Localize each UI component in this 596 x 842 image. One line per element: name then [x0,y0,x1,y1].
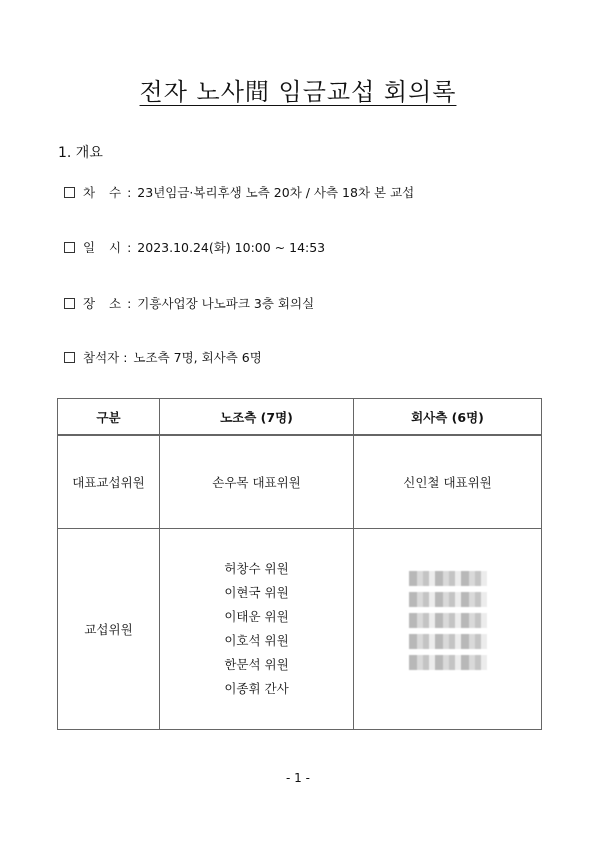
member: 이호석 위원 [224,633,289,648]
item-datetime: 일 시 : 2023.10.24(화) 10:00 ~ 14:53 [64,238,325,256]
item-value: 노조측 7명, 회사측 6명 [133,350,262,365]
member: 허창수 위원 [224,561,289,576]
blurred-name [409,592,487,607]
checkbox-icon [64,242,75,253]
item-key: 장 소 [83,296,124,311]
item-location: 장 소 : 기흥사업장 나노파크 3층 회의실 [64,294,314,312]
blurred-name [409,655,487,670]
header-union: 노조측 (7명) [160,399,354,436]
row-label: 대표교섭위원 [58,435,160,529]
row-label: 교섭위원 [58,529,160,730]
page-number: - 1 - [286,771,310,785]
blurred-name [409,634,487,649]
item-key: 참석자 [83,350,120,365]
union-rep: 손우목 대표위원 [160,435,354,529]
blurred-name [409,571,487,586]
company-rep: 신인철 대표위원 [354,435,542,529]
member: 이현국 위원 [224,585,289,600]
member: 이종휘 간사 [224,681,289,696]
section-heading: 1. 개요 [58,145,103,161]
company-members-blurred [354,529,542,730]
header-category: 구분 [58,399,160,436]
checkbox-icon [64,298,75,309]
member: 한문석 위원 [224,657,289,672]
item-value: 2023.10.24(화) 10:00 ~ 14:53 [137,240,326,255]
union-members [160,529,354,730]
checkbox-icon [64,352,75,363]
item-value: 23년임금·복리후생 노측 20차 / 사측 18차 본 교섭 [137,185,415,200]
item-attendees: 참석자 : 노조측 7명, 회사측 6명 [64,348,262,366]
member: 이태운 위원 [224,609,289,624]
item-value: 기흥사업장 나노파크 3층 회의실 [137,296,315,311]
blurred-name [409,613,487,628]
attendee-table [57,398,542,730]
checkbox-icon [64,187,75,198]
header-company: 회사측 (6명) [354,399,542,436]
item-key: 일 시 [83,240,124,255]
item-round: 차 수 : 23년임금·복리후생 노측 20차 / 사측 18차 본 교섭 [64,183,414,201]
document-title: 전자 노사間 임금교섭 회의록 [139,78,457,106]
item-key: 차 수 [83,185,124,200]
